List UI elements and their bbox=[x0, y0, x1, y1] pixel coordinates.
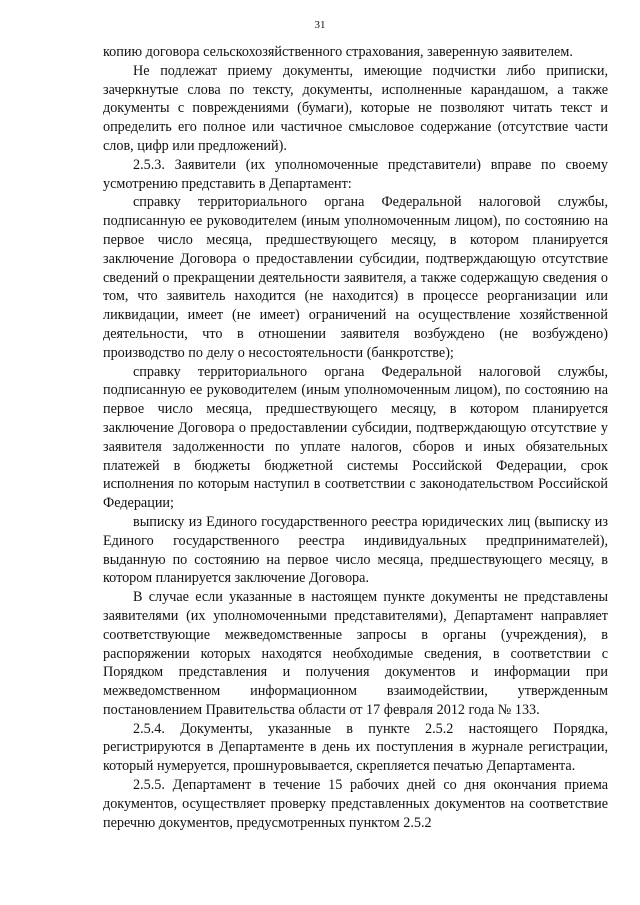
page-number: 31 bbox=[314, 19, 326, 31]
paragraph-rejected-documents: Не подлежат приему документы, имеющие подчистки либо приписки, зачеркнутые слова по тексту, документы, исполненные карандашом, а также документы с повреждениями (бумаги), которые не позволяют читать текст и определить его полное или частичное смысловое содержание (отсутствие части слов, цифр или предложений). bbox=[103, 62, 608, 154]
paragraph-2-5-3: 2.5.3. Заявители (их уполномоченные представители) вправе по своему усмотрению представить в Департамент: bbox=[103, 156, 608, 192]
paragraph-2-5-5: 2.5.5. Департамент в течение 15 рабочих дней со дня окончания приема документов, осуществляет проверку представленных документов на соответствие перечню документов, предусмотренных пунктом 2.5.2 bbox=[103, 777, 608, 831]
paragraph-2-5-4: 2.5.4. Документы, указанные в пункте 2.5.2 настоящего Порядка, регистрируются в Департаменте в день их поступления в журнале регистрации, который нумеруется, прошнуровывается, скрепляется печатью Департамента. bbox=[103, 720, 608, 775]
paragraph-tax-certificate-status: справку территориального органа Федеральной налоговой службы, подписанную ее руководителем (иным уполномоченным лицом), по состоянию на первое число месяца, предшествующего месяцу, в котором планируется заключение Договора о предоставлении субсидии, подтверждающую отсутствие сведений о прекращении деятельности заявителя, а также содержащую сведения о том, что заявитель находится (не находится) в процессе реорганизации или ликвидации, имеет (не имеет) ограничений на осуществление хозяйственной деятельности, что в отношении заявителя возбуждено (не возбуждено) производство по делу о несостоятельности (банкротстве); bbox=[103, 194, 608, 361]
paragraph-insurance-copy: копию договора сельскохозяйственного страхования, заверенную заявителем. bbox=[103, 44, 573, 60]
paragraph-interagency-requests: В случае если указанные в настоящем пункте документы не представлены заявителями (их уполномоченными представителями), Департамент направляет соответствующие межведомственные запросы в органы (учреждения), в распоряжении которых находятся необходимые сведения, в соответствии с Порядком представления и получения документов и информации при межведомственном информационном взаимодействии, утвержденным постановлением Правительства области от 17 февраля 2012 года № 133. bbox=[103, 589, 608, 718]
paragraph-tax-certificate-debt: справку территориального органа Федеральной налоговой службы, подписанную ее руководителем (иным уполномоченным лицом), по состоянию на первое число месяца, предшествующего месяцу, в котором планируется заключение Договора о предоставлении субсидии, подтверждающую отсутствие у заявителя задолженности по уплате налогов, сборов и иных обязательных платежей в бюджеты бюджетной системы Российской Федерации, срок исполнения по которым наступил в соответствии с законодательством Российской Федерации; bbox=[103, 363, 608, 512]
paragraph-registry-extract: выписку из Единого государственного реестра юридических лиц (выписку из Единого государственного реестра индивидуальных предпринимателей), выданную по состоянию на первое число месяца, предшествующего месяцу, в котором планируется заключение Договора. bbox=[103, 513, 608, 587]
document-body bbox=[103, 43, 608, 832]
